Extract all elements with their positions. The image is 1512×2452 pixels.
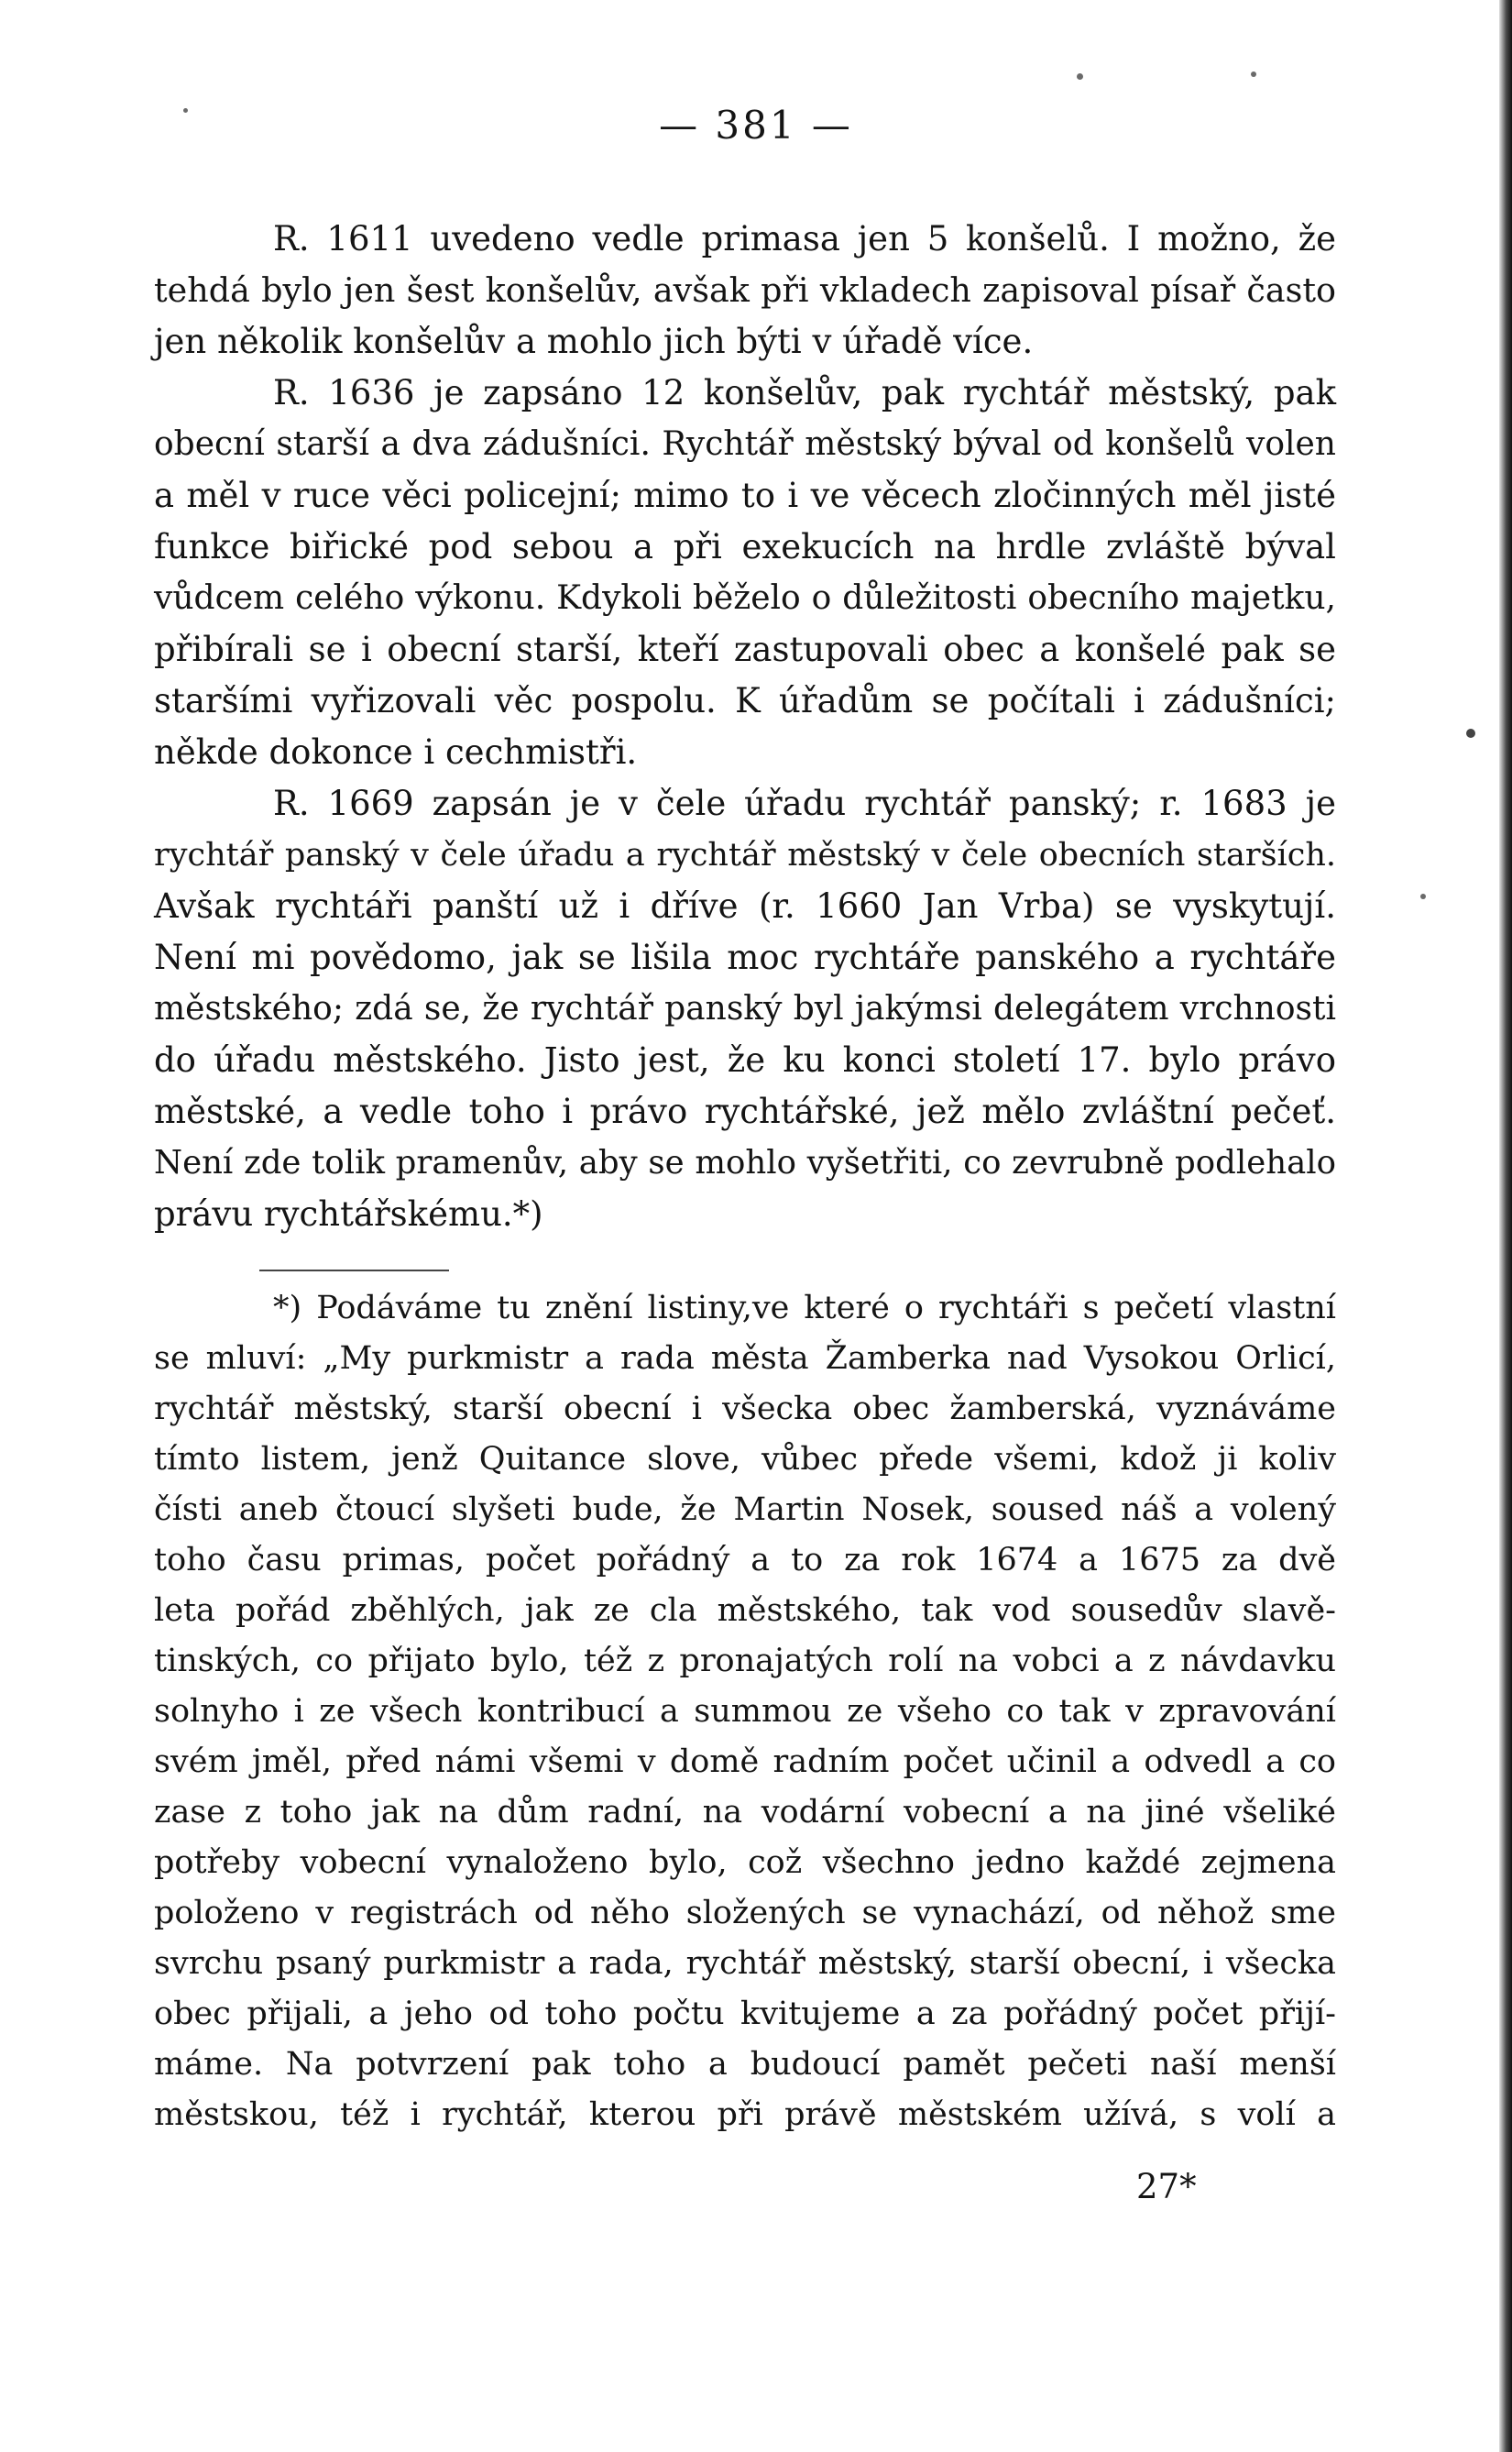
footnote-separator [259,1270,449,1271]
footnote-line: tinských, co přijato bylo, též z pronajatých rolí na vobci a z návdavku [154,1643,1336,1679]
text-line: přibírali se i obecní starší, kteří zastupovali obec a konšelé pak se [154,630,1336,669]
text-line: obecní starší a dva zádušníci. Rychtář městský býval od konšelů volen [154,425,1336,463]
text-line: Není zde tolik pramenův, aby se mohlo vyšetřiti, co zevrubně podlehalo [154,1144,1336,1182]
speck [1420,894,1426,899]
footnote-line: obec přijali, a jeho od toho počtu kvitujeme a za pořádný počet přijí- [154,1996,1336,2032]
footnote [154,1283,1336,2163]
text-line: R. 1636 je zapsáno 12 konšelův, pak rychtář městský, pak [273,373,1336,412]
speck [1466,729,1475,738]
footnote-line: svém jměl, před námi všemi v domě radním počet učinil a odvedl a co [154,1743,1336,1780]
footnote-line: položeno v registrách od něho složených se vynachází, od něhož sme [154,1895,1336,1931]
speck [1077,73,1083,80]
text-line: tehdá bylo jen šest konšelův, avšak při vkladech zapisoval písař často [154,270,1336,310]
footnote-line: se mluví: „My purkmistr a rada města Žamberka nad Vysokou Orlicí, [154,1340,1336,1377]
footnote-line: čísti aneb čtoucí slyšeti bude, že Martin Nosek, soused náš a volený [154,1491,1336,1528]
text-line: a měl v ruce věci policejní; mimo to i ve věcech zločinných měl jisté [154,476,1336,515]
page-number: — 381 — [659,103,853,148]
signature-mark: 27* [1136,2167,1197,2206]
main-text [154,214,1336,1249]
text-line: vůdcem celého výkonu. Kdykoli běželo o důležitosti obecního majetku, [154,579,1336,617]
text-line: R. 1669 zapsán je v čele úřadu rychtář panský; r. 1683 je [273,784,1336,823]
footnote-line: *) Podáváme tu znění listiny,ve které o rychtáři s pečetí vlastní [273,1290,1336,1326]
footnote-line: máme. Na potvrzení pak toho a budoucí pamět pečeti naší menší [154,2046,1336,2083]
text-line: někde dokonce i cechmistři. [154,732,638,772]
footnote-line: tímto listem, jenž Quitance slove, vůbec přede všemi, kdož ji koliv [154,1441,1336,1478]
text-line: městského; zdá se, že rychtář panský byl jakýmsi delegátem vrchnosti [154,990,1336,1028]
text-line: staršími vyřizovali věc pospolu. K úřadům se počítali i zádušníci; [154,681,1336,720]
text-line: R. 1611 uvedeno vedle primasa jen 5 konšelů. I možno, že [273,219,1336,258]
text-line: do úřadu městského. Jisto jest, že ku konci století 17. bylo právo [154,1040,1336,1080]
text-line: rychtář panský v čele úřadu a rychtář městský v čele obecních starších. [154,837,1336,874]
footnote-line: městskou, též i rychtář, kterou při právě městském užívá, s volí a [154,2096,1336,2133]
page-edge-shadow [1499,0,1512,2452]
footnote-line: rychtář městský, starší obecní i všecka obec žamberská, vyznáváme [154,1391,1336,1427]
text-line: jen několik konšelův a mohlo jich býti v úřadě více. [154,322,1034,361]
text-line: Není mi povědomo, jak se lišila moc rychtáře panského a rychtáře [154,938,1336,977]
text-line: funkce biřické pod sebou a při exekucích na hrdle zvláště býval [154,527,1336,566]
footnote-line: leta pořád zběhlých, jak ze cla městského, tak vod sousedův slavě- [154,1592,1336,1629]
footnote-line: potřeby vobecní vynaloženo bylo, což všechno jedno každé zejmena [154,1844,1336,1881]
speck [1251,71,1256,77]
footnote-line: solnyho i ze všech kontribucí a summou ze všeho co tak v zpravování [154,1693,1336,1730]
text-line: Avšak rychtáři panští už i dříve (r. 1660 Jan Vrba) se vyskytují. [154,886,1336,926]
text-line: právu rychtářskému.*) [154,1194,543,1234]
text-line: městské, a vedle toho i právo rychtářské, jež mělo zvláštní pečeť. [154,1092,1336,1131]
footnote-line: zase z toho jak na dům radní, na vodární vobecní a na jiné všeliké [154,1794,1336,1831]
footnote-line: toho času primas, počet pořádný a to za rok 1674 a 1675 za dvě [154,1542,1336,1578]
footnote-line: svrchu psaný purkmistr a rada, rychtář městský, starší obecní, i všecka [154,1945,1336,1982]
